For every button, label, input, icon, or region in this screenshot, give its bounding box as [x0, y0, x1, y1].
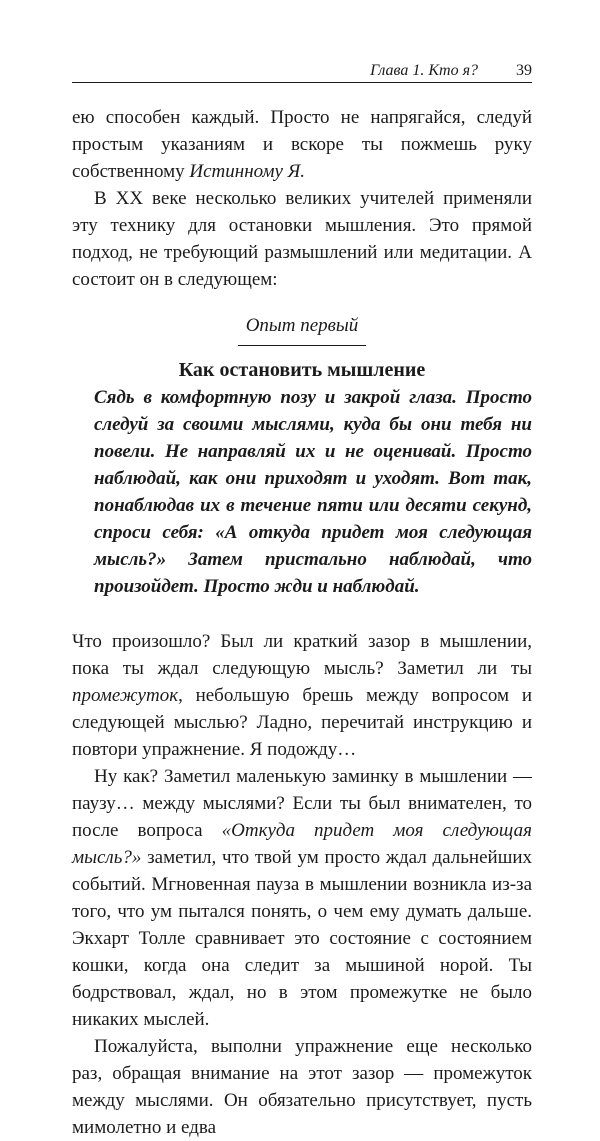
paragraph-1-text: ею способен каждый. Просто не напрягайся, следуй простым указаниям и вскоре ты пожмешь руку собственному	[72, 107, 532, 182]
paragraph-3-text-a: Что произошло? Был ли краткий зазор в мышлении, пока ты ждал следующую мысль? Заметил ли ты	[72, 631, 532, 679]
paragraph-3-text-b: , небольшую брешь между вопросом и следующей мыслью? Ладно, перечитай инструкцию и повтори упражнение. Я подожду…	[72, 685, 532, 760]
paragraph-4	[72, 763, 532, 1033]
paragraph-1	[72, 104, 532, 185]
paragraph-4-text-b: заметил, что твой ум просто ждал дальнейших событий. Мгновенная пауза в мышлении возникла из-за того, что ум пытался понять, о чем ему думать дальше. Экхарт Толле сравнивает это состояние с состоянием кошки, когда она следит за мышиной норой. Ты бодрствовал, ждал, но в этом промежутке не было никаких мыслей.	[72, 847, 532, 1030]
paragraph-3-emphasis: промежуток	[72, 685, 179, 706]
paragraph-1-emphasis: Истинному Я.	[189, 161, 305, 182]
paragraph-4-text-a: Ну как? Заметил маленькую заминку в мышлении — паузу… между мыслями? Если ты был внимателен, то после вопроса	[72, 766, 532, 841]
paragraph-4-emphasis: «Откуда придет моя следующая мысль?»	[72, 820, 532, 868]
paragraph-2: В XX веке несколько великих учителей применяли эту технику для остановки мышления. Это прямой подход, не требующий размышлений или медитации. А состоит он в следующем:	[72, 188, 532, 290]
exercise-block: Сядь в комфортную позу и закрой глаза. Просто следуй за своими мыслями, куда бы они тебя ни повели. Не направляй их и не оценивай. Просто наблюдай, как они приходят и уходят. Вот так, понаблюдав их в течение пяти или десяти секунд, спроси себя: «А откуда придет моя следующая мысль?» Затем пристально наблюдай, что произойдет. Просто жди и наблюдай.	[94, 387, 532, 597]
chapter-title: Глава 1. Кто я?	[370, 62, 478, 79]
section-heading: Как остановить мышление	[178, 359, 426, 381]
paragraph-5: Пожалуйста, выполни упражнение еще несколько раз, обращая внимание на этот зазор — промежуток между мыслями. Он обязательно присутствует, пусть мимолетно и едва	[72, 1036, 532, 1138]
section-title: Опыт первый	[238, 313, 367, 346]
section-header	[72, 312, 532, 384]
page-body	[72, 104, 532, 1141]
paragraph-3	[72, 628, 532, 763]
running-header	[72, 54, 532, 83]
page-number: 39	[516, 62, 532, 79]
